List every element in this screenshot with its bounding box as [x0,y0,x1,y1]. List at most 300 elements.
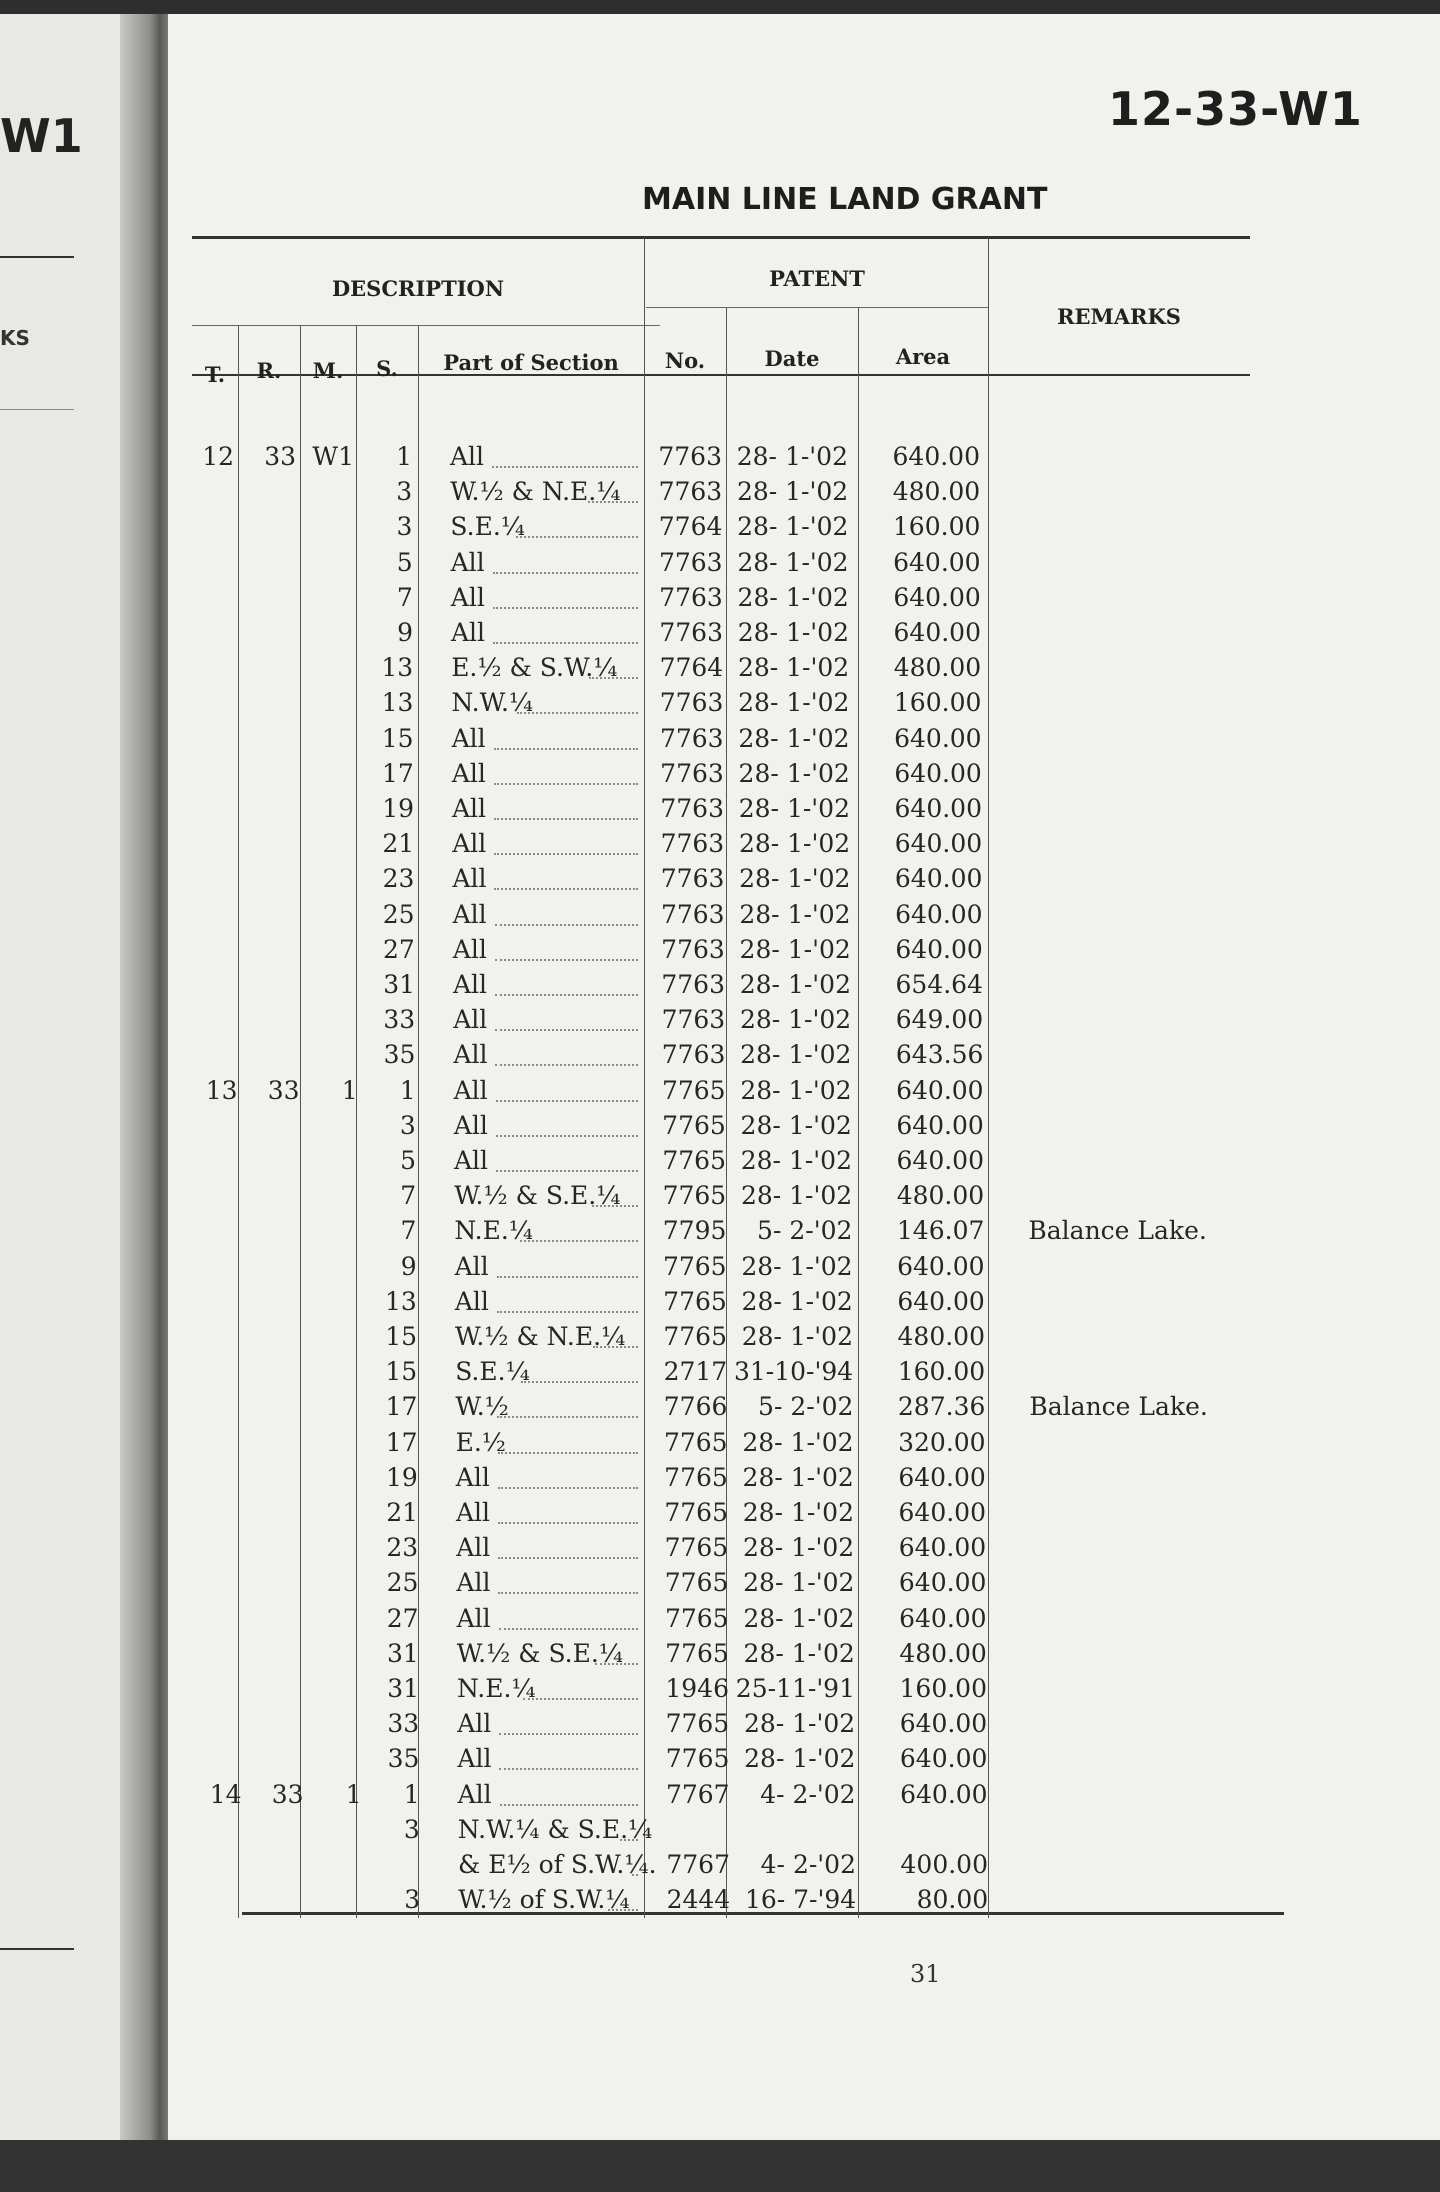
cell-area: 480.00 [897,1322,985,1351]
cell-part: All [451,723,486,753]
cell-date: 28- 1-'02 [741,1322,853,1351]
cell-date: 28- 1-'02 [737,512,849,542]
table-row [168,1780,1268,1812]
table-row [168,1533,1268,1565]
table-row [168,829,1268,861]
cell-date: 28- 1-'02 [737,547,849,577]
header-part-of-section: Part of Section [443,350,619,375]
table-row [168,1252,1268,1284]
cell-part: All [453,1005,488,1035]
cell-part: E.½ [455,1427,507,1457]
header-area: Area [895,344,951,369]
cell-part: E.½ & S.W.¼ [451,653,618,683]
cell-part: All [452,794,487,823]
cell-s: 3 [396,477,413,507]
page-title: MAIN LINE LAND GRANT [642,182,1048,217]
dot-leader [593,1346,638,1348]
table-row [168,1076,1268,1108]
cell-no: 7764 [659,653,724,683]
header-t: T. [204,362,226,387]
cell-no: 7763 [661,970,725,999]
cell-no: 7765 [664,1568,729,1598]
dot-leader [595,1663,638,1665]
cell-s: 3 [396,512,413,542]
cell-area: 640.00 [898,1498,986,1527]
dot-leader [494,783,638,785]
cell-area: 160.00 [893,688,982,718]
cell-date: 28- 1-'02 [736,477,849,507]
cell-part: All [455,1462,490,1492]
dot-leader [520,1240,638,1242]
cell-s: 23 [386,1533,419,1563]
cell-s: 33 [387,1709,420,1739]
dot-leader [620,1839,638,1841]
cell-m: 1 [341,1075,358,1105]
cell-area: 146.07 [896,1216,985,1246]
cell-date: 28- 1-'02 [738,829,851,859]
cell-s: 3 [403,1814,420,1844]
cell-no: 7764 [658,512,723,542]
cell-s: 31 [387,1674,419,1703]
cell-date: 28- 1-'02 [740,1040,852,1070]
cell-area: 654.64 [895,970,983,999]
cell-part: All [450,547,485,577]
cell-part: All [452,934,487,964]
cell-no: 2717 [663,1357,728,1387]
cell-no: 7767 [666,1850,730,1879]
dot-leader [495,1064,638,1066]
table-row [168,864,1268,896]
table-row [168,1674,1268,1706]
cell-date: 28- 1-'02 [736,442,848,471]
cell-no: 7765 [665,1744,730,1774]
dot-leader [498,1452,638,1454]
dot-leader [499,1768,638,1770]
cell-date: 4- 2-'02 [760,1779,856,1809]
cell-area: 160.00 [897,1357,986,1387]
cell-date: 25-11-'91 [735,1674,855,1703]
cell-area: 640.00 [894,723,982,753]
cell-area: 640.00 [893,582,981,612]
cell-area: 640.00 [894,794,982,823]
header-patent: PATENT [769,266,865,291]
dot-leader [498,1557,638,1559]
table-row [168,1568,1268,1600]
dot-leader [592,1205,638,1207]
cell-no: 7763 [660,794,724,823]
cell-no: 7763 [661,1005,726,1035]
cell-area: 640.00 [894,829,983,859]
table-row [168,1111,1268,1143]
cell-s: 35 [387,1744,420,1774]
cell-s: 15 [385,1357,418,1387]
cell-s: 1 [396,442,412,471]
table-row [168,794,1268,826]
cell-area: 640.00 [895,899,983,929]
dot-leader [497,1311,638,1313]
cell-part: N.W.¼ & S.E.¼ [457,1814,653,1844]
cell-no: 7763 [659,582,723,612]
cell-part: W.½ [455,1392,509,1422]
table-row [168,970,1268,1002]
cell-date: 28- 1-'02 [742,1533,855,1563]
cell-no: 7765 [662,1146,726,1175]
cell-area: 640.00 [896,1075,984,1105]
cell-date: 28- 1-'02 [742,1462,854,1492]
cell-s: 13 [384,1286,417,1316]
table-row [168,688,1268,720]
table-row [168,1815,1268,1847]
patent-subrule [646,307,988,308]
cell-date: 28- 1-'02 [739,934,851,964]
cell-part: All [457,1779,492,1809]
cell-no: 7763 [659,618,723,647]
cell-part: All [453,1075,488,1105]
cell-r: 33 [271,1779,304,1809]
dot-leader [589,677,638,679]
cell-part: W.½ & S.E.¼ [456,1638,624,1668]
cell-no: 7763 [658,442,722,471]
table-row [168,724,1268,756]
cell-area: 287.36 [897,1392,986,1422]
cell-no: 7765 [664,1533,729,1563]
cell-r: 33 [264,442,296,471]
cell-s: 31 [383,970,415,999]
cell-date: 28- 1-'02 [740,1110,852,1140]
cell-area: 640.00 [897,1286,985,1316]
dot-leader [492,466,638,468]
cell-part: All [454,1286,489,1316]
cell-date: 28- 1-'02 [737,653,850,683]
cell-no: 7765 [662,1110,726,1140]
dot-leader [494,818,638,820]
cell-date: 28- 1-'02 [742,1498,854,1527]
dot-leader [494,888,638,890]
cell-part: All [450,442,485,471]
cell-date: 28- 1-'02 [742,1427,854,1457]
header-r: R. [256,358,282,383]
cell-part: All [456,1533,491,1563]
cell-part: All [453,1110,488,1140]
cell-part: All [454,1251,489,1281]
dot-leader [497,1276,638,1278]
dot-leader [493,607,638,609]
dot-leader [498,1592,638,1594]
table-row [168,900,1268,932]
cell-part: All [457,1709,492,1739]
cell-part: All [456,1603,491,1633]
cell-part: All [453,1040,488,1070]
cell-date: 28- 1-'02 [739,970,851,999]
cell-date: 28- 1-'02 [739,864,851,894]
dot-leader [493,642,638,644]
table-row [168,1322,1268,1354]
cell-t: 13 [205,1075,238,1105]
cell-area: 640.00 [895,934,983,964]
dot-leader [494,748,638,750]
cell-area: 640.00 [894,758,982,788]
table-row [168,1287,1268,1319]
cell-area: 640.00 [893,547,981,577]
cell-date: 31-10-'94 [733,1357,854,1387]
cell-part: W.½ & S.E.¼ [454,1181,621,1211]
table-row [168,548,1268,580]
cell-part: N.E.¼ [457,1674,536,1703]
cell-s: 17 [385,1427,418,1457]
cell-date: 28- 1-'02 [739,899,851,929]
cell-area: 640.00 [898,1533,987,1563]
bottom-edge [0,2140,1440,2192]
cell-s: 9 [397,618,413,647]
dot-leader [608,1909,638,1911]
table-row [168,1040,1268,1072]
left-page-title: W1 [0,109,83,163]
cell-t: 14 [209,1779,242,1809]
cell-part: S.E.¼ [455,1357,530,1387]
cell-no: 7765 [665,1709,730,1739]
cell-s: 13 [381,653,414,683]
dot-leader [498,1522,638,1524]
cell-date: 28- 1-'02 [741,1251,853,1281]
table-row [168,477,1268,509]
table-row [168,512,1268,544]
cell-no: 7765 [662,1251,727,1281]
dot-leader [496,1135,638,1137]
table-row [168,1216,1268,1248]
cell-part: N.E.¼ [454,1216,534,1246]
description-subrule [192,325,660,326]
table-row [168,1428,1268,1460]
header-date: Date [764,346,820,371]
cell-date: 28- 1-'02 [738,688,850,718]
cell-no: 7763 [660,899,725,929]
dot-leader [493,572,638,574]
cell-no: 7763 [659,723,724,753]
cell-part: All [452,899,487,929]
cell-no: 7763 [660,758,724,788]
top-edge [0,0,1440,14]
page-number: 31 [910,1960,941,1988]
cell-area: 640.00 [899,1744,988,1774]
cell-no: 7765 [663,1286,727,1316]
cell-area: 640.00 [899,1603,987,1633]
cell-no: 7763 [660,829,725,859]
cell-part: N.W.¼ [451,688,534,718]
dot-leader [498,1487,638,1489]
cell-s: 19 [385,1462,418,1492]
cell-s: 1 [399,1075,416,1105]
dot-leader [494,853,638,855]
dot-leader [523,1698,638,1700]
cell-s: 23 [382,864,415,894]
cell-area: 640.00 [892,442,980,471]
cell-area: 640.00 [894,864,983,894]
cell-m: W1 [312,442,354,471]
header-no: No. [664,348,706,373]
cell-s: 19 [382,794,414,823]
header-remarks: REMARKS [1057,304,1181,329]
table-row [168,1357,1268,1389]
cell-no: 7765 [663,1427,728,1457]
cell-date: 28- 1-'02 [743,1709,856,1739]
cell-s: 7 [400,1181,417,1211]
table-row [168,1005,1268,1037]
dot-leader [496,1100,638,1102]
table-row [168,1744,1268,1776]
cell-remarks: Balance Lake. [1029,1392,1208,1422]
cell-no: 7766 [663,1392,728,1422]
cell-s: 17 [381,758,414,788]
cell-s: 1 [403,1779,420,1809]
left-page-divider [0,409,74,410]
cell-no: 7765 [664,1603,729,1633]
cell-area: 80.00 [916,1885,989,1915]
cell-date: 28- 1-'02 [740,1181,853,1211]
cell-part: W.½ & N.E.¼ [455,1322,626,1351]
cell-s: 5 [400,1146,416,1175]
cell-s: 7 [396,582,413,612]
cell-area: 480.00 [899,1638,987,1668]
table-row [168,1392,1268,1424]
cell-s: 27 [382,934,415,964]
cell-t: 12 [202,442,234,471]
cell-s: 13 [381,688,414,718]
cell-no: 7763 [661,1040,726,1070]
cell-date: 28- 1-'02 [737,618,849,647]
cell-part: All [457,1744,492,1774]
table-row [168,653,1268,685]
table-row [168,935,1268,967]
dot-leader [588,501,638,503]
cell-area: 480.00 [896,1181,985,1211]
dot-leader [517,712,638,714]
cell-date: 28- 1-'02 [740,1146,852,1175]
table-row [168,759,1268,791]
table-row [168,1885,1268,1917]
cell-no: 7763 [659,688,724,718]
cell-no: 7765 [665,1638,729,1668]
cell-part: W.½ & N.E.¼ [450,477,621,507]
left-page-rule [0,256,74,258]
cell-no: 7763 [660,864,725,894]
cell-s: 21 [382,829,415,859]
dot-leader [495,1029,638,1031]
cell-s: 17 [385,1392,418,1422]
table-row [168,1146,1268,1178]
cell-s: 25 [382,899,415,929]
table-top-rule [192,236,1250,239]
table-row [168,618,1268,650]
cell-part: W.½ of S.W.¼ [458,1885,630,1915]
cell-no: 7765 [663,1322,727,1351]
cell-area: 640.00 [897,1251,985,1281]
cell-date: 28- 1-'02 [743,1638,855,1668]
cell-part: All [454,1146,489,1175]
table-row [168,1604,1268,1636]
left-page-remarks-header: KS [0,326,30,350]
cell-s: 15 [381,723,414,753]
cell-s: 27 [386,1603,419,1633]
cell-date: 5- 2-'02 [757,1216,853,1246]
cell-area: 400.00 [900,1850,988,1879]
cell-date: 5- 2-'02 [758,1392,854,1422]
cell-area: 640.00 [900,1779,988,1809]
cell-part: All [450,582,485,612]
cell-s: 5 [396,547,413,577]
cell-part: S.E.¼ [450,512,525,542]
left-page-bottom-rule [0,1948,74,1950]
table-row [168,583,1268,615]
cell-area: 640.00 [898,1568,987,1598]
cell-part: All [456,1568,491,1598]
cell-no: 7763 [661,934,725,964]
dot-leader [495,994,638,996]
cell-area: 649.00 [895,1005,984,1035]
cell-date: 28- 1-'02 [738,723,850,753]
cell-s: 21 [386,1498,418,1527]
cell-no: 7765 [661,1075,726,1105]
cell-area: 480.00 [892,477,981,507]
cell-m: 1 [345,1779,362,1809]
cell-s: 7 [400,1216,417,1246]
cell-no: 7763 [658,547,723,577]
cell-s: 3 [399,1110,416,1140]
cell-no: 7765 [664,1498,728,1527]
cell-date: 28- 1-'02 [744,1744,856,1774]
cell-no: 1946 [665,1674,729,1703]
cell-date: 28- 1-'02 [743,1568,855,1598]
cell-part: & E½ of S.W.¼. [458,1850,657,1879]
cell-no: 7763 [658,477,723,507]
cell-no: 7765 [664,1462,728,1492]
cell-part: All [452,829,487,859]
cell-area: 640.00 [893,618,981,647]
cell-area: 480.00 [893,653,982,683]
cell-area: 640.00 [896,1110,984,1140]
cell-s: 35 [383,1040,416,1070]
cell-part: All [451,618,486,647]
header-description: DESCRIPTION [331,276,505,301]
cell-part: All [453,970,488,999]
cell-s: 3 [404,1885,421,1915]
cell-s: 15 [385,1322,417,1351]
table-row [168,1181,1268,1213]
dot-leader [495,959,638,961]
table-row [168,442,1268,474]
dot-leader [497,1416,638,1418]
table-row [168,1639,1268,1671]
cell-area: 160.00 [899,1674,987,1703]
cell-date: 28- 1-'02 [743,1603,855,1633]
cell-no: 2444 [666,1885,731,1915]
cell-remarks: Balance Lake. [1028,1216,1207,1246]
dot-leader [495,924,638,926]
dot-leader [499,1733,638,1735]
cell-date: 28- 1-'02 [738,794,850,823]
dot-leader [499,1628,638,1630]
cell-date: 28- 1-'02 [738,758,850,788]
table-row [168,1498,1268,1530]
cell-area: 640.00 [899,1709,988,1739]
cell-part: All [451,758,486,788]
cell-r: 33 [267,1075,300,1105]
dot-leader [632,1874,638,1876]
dot-leader [500,1804,638,1806]
cell-area: 643.56 [895,1040,984,1070]
cell-s: 33 [383,1005,416,1035]
cell-no: 7795 [662,1216,727,1246]
header-m: M. [312,358,344,383]
